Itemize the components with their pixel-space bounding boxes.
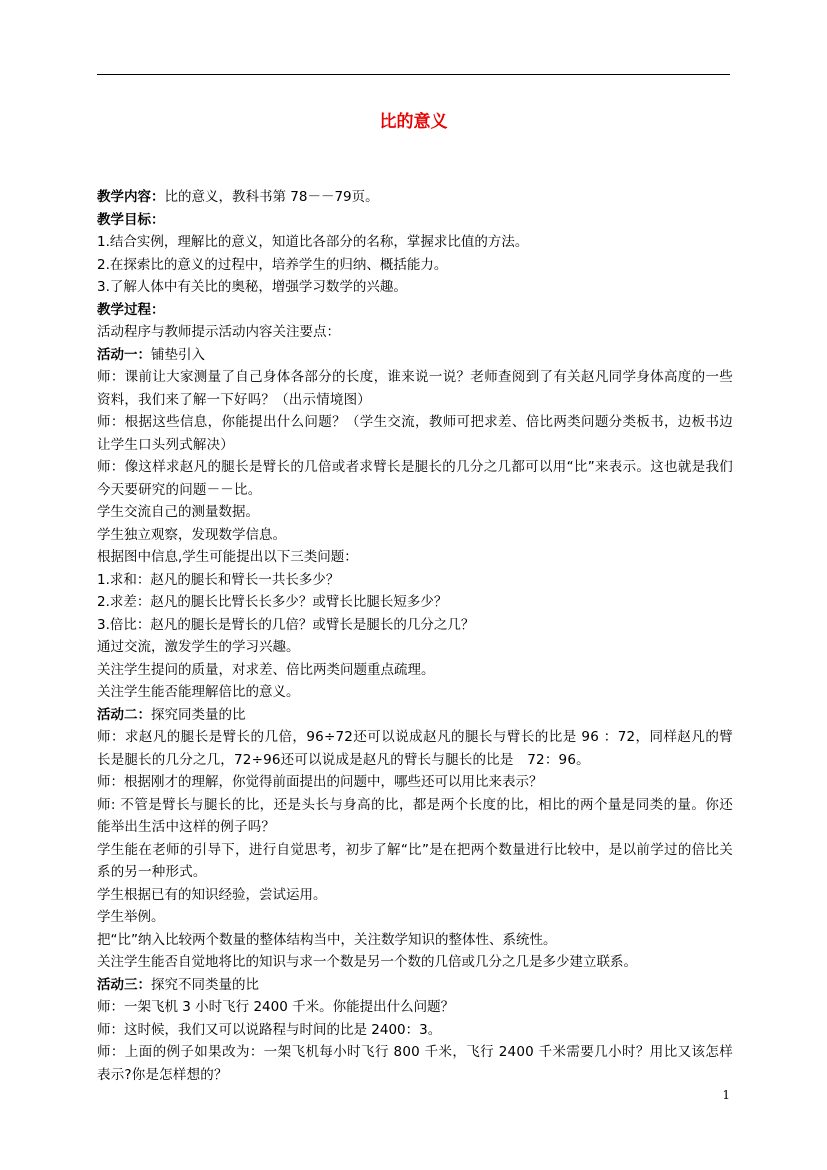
section-heading-line	[97, 299, 733, 322]
line-text: 通过交流，激发学生的学习兴趣。	[97, 639, 300, 655]
line-text: 学生根据已有的知识经验，尝试运用。	[97, 886, 327, 903]
body-text-line	[97, 614, 733, 637]
line-text: 3.了解人体中有关比的奥秘，增强学习数学的兴趣。	[97, 279, 407, 295]
body-text-line	[97, 321, 733, 344]
body-text-line	[97, 726, 733, 771]
body-text-line	[97, 659, 733, 682]
body-text-line	[97, 794, 733, 839]
line-text: 师：一架飞机 3 小时飞行 2400 千米。你能提出什么问题？	[97, 999, 455, 1015]
section-label: 教学目标：	[97, 211, 165, 228]
line-text: 师: 不管是臂长与腿长的比，还是头长与身高的比，都是两个长度的比，相比的两个量是同类的量。你还能举出生活中这样的例子吗？	[97, 796, 733, 835]
line-text: 2.求差：赵凡的腿长比臂长长多少？或臂长比腿长短多少？	[97, 594, 448, 610]
header-rule	[97, 74, 730, 75]
page-number: 1	[722, 1088, 730, 1102]
section-label: 活动一：	[97, 346, 151, 363]
document-title: 比的意义	[379, 112, 448, 132]
body-text-line	[97, 254, 733, 277]
body-text-line	[97, 569, 733, 592]
line-text: 3.倍比：赵凡的腿长是臂长的几倍？或臂长是腿长的几分之几？	[97, 616, 475, 633]
line-text: 关注学生能否自觉地将比的知识与求一个数是另一个数的几倍或几分之几是多少建立联系。	[97, 954, 637, 970]
body-text-line	[97, 996, 733, 1019]
section-heading-line	[97, 209, 733, 232]
body-text-line	[97, 501, 733, 524]
line-text: 师：像这样求赵凡的腿长是臂长的几倍或者求臂长是腿长的几分之几都可以用“比”来表示。这也就是我们今天要研究的问题－－比。	[97, 459, 733, 498]
line-text: 师：上面的例子如果改为：一架飞机每小时飞行 800 千米，飞行 2400 千米需要几小时？用比又该怎样表示?你是怎样想的？	[97, 1044, 733, 1083]
line-text: 铺垫引入	[151, 346, 205, 363]
body-text-line	[97, 1019, 733, 1042]
section-label: 活动二：	[97, 706, 151, 723]
section-heading-line	[97, 186, 733, 209]
section-heading-line	[97, 974, 733, 997]
line-text: 师：求赵凡的腿长是臂长的几倍，96÷72还可以说成赵凡的腿长与臂长的比是 96 ：72，同样赵凡的臂长是腿长的几分之几，72÷96还可以说成是赵凡的臂长与腿长的比是 72：96。	[97, 729, 733, 768]
line-text: 关注学生提问的质量，对求差、倍比两类问题重点疏理。	[97, 661, 435, 678]
line-text: 2.在探索比的意义的过程中，培养学生的归纳、概括能力。	[97, 256, 448, 273]
body-text-line	[97, 1041, 733, 1086]
body-text-line	[97, 276, 733, 299]
line-text: 活动程序与教师提示活动内容关注要点：	[97, 324, 340, 340]
body-text-line	[97, 524, 733, 547]
line-text: 1.求和：赵凡的腿长和臂长一共长多少？	[97, 571, 340, 588]
line-text: 根据图中信息,学生可能提出以下三类问题：	[97, 549, 358, 565]
document-body	[97, 186, 733, 1086]
body-text-line	[97, 771, 733, 794]
line-text: 学生能在老师的引导下，进行自觉思考，初步了解“比”是在把两个数量进行比较中，是以前学过的倍比关系的另一种形式。	[97, 841, 733, 880]
section-label: 活动三：	[97, 976, 151, 993]
line-text: 1.结合实例，理解比的意义，知道比各部分的名称，掌握求比值的方法。	[97, 234, 529, 250]
line-text: 师：根据刚才的理解，你觉得前面提出的问题中，哪些还可以用比来表示？	[97, 774, 543, 790]
body-text-line	[97, 906, 733, 929]
line-text: 师：根据这些信息，你能提出什么问题？（学生交流，教师可把求差、倍比两类问题分类板书，边板书边让学生口头列式解决）	[97, 414, 733, 453]
body-text-line	[97, 411, 733, 456]
body-text-line	[97, 366, 733, 411]
line-text: 探究不同类量的比	[151, 976, 259, 993]
section-heading-line	[97, 704, 733, 727]
line-text: 师：课前让大家测量了自己身体各部分的长度，谁来说一说？老师查阅到了有关赵凡同学身体高度的一些资料，我们来了解一下好吗？（出示情境图）	[97, 369, 733, 408]
body-text-line	[97, 839, 733, 884]
line-text: 探究同类量的比	[151, 706, 246, 723]
body-text-line	[97, 231, 733, 254]
line-text: 比的意义，教科书第 78－－79页。	[164, 189, 379, 205]
body-text-line	[97, 546, 733, 569]
line-text: 把“比”纳入比较两个数量的整体结构当中，关注数学知识的整体性、系统性。	[97, 931, 557, 948]
line-text: 师：这时候，我们又可以说路程与时间的比是 2400：3。	[97, 1021, 442, 1038]
body-text-line	[97, 884, 733, 907]
line-text: 学生独立观察，发现数学信息。	[97, 526, 286, 543]
section-label: 教学过程：	[97, 301, 165, 318]
body-text-line	[97, 591, 733, 614]
line-text: 学生举例。	[97, 909, 165, 925]
body-text-line	[97, 681, 733, 704]
section-label: 教学内容：	[97, 189, 165, 205]
line-text: 关注学生能否能理解倍比的意义。	[97, 684, 300, 700]
line-text: 学生交流自己的测量数据。	[97, 504, 259, 520]
body-text-line	[97, 951, 733, 974]
body-text-line	[97, 456, 733, 501]
body-text-line	[97, 929, 733, 952]
section-heading-line	[97, 344, 733, 367]
body-text-line	[97, 636, 733, 659]
